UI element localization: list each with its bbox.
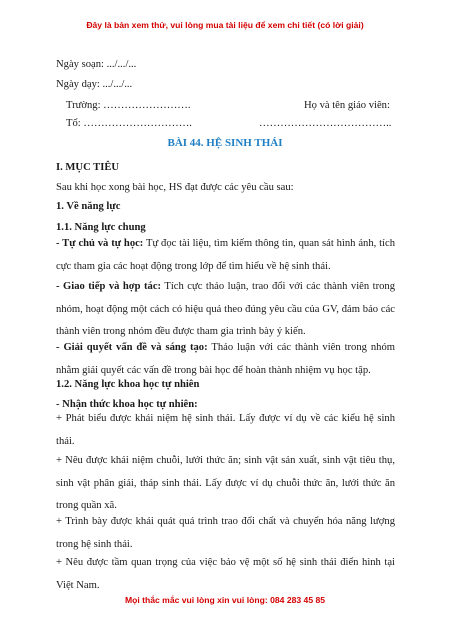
giai-quyet-label: - Giải quyết vấn đề và sáng tạo: (56, 342, 208, 353)
to: Tổ: …………………………. (66, 118, 192, 129)
paragraph-tu-chu (56, 233, 395, 278)
ho-ten-giao-vien: Họ và tên giáo viên: (304, 100, 390, 111)
paragraph-giai-quyet (56, 337, 395, 382)
paragraph-giao-tiep (56, 276, 395, 344)
section-muc-tieu: I. MỤC TIÊU (56, 162, 120, 173)
intro-text: Sau khi học xong bài học, HS đạt được các yêu cầu sau: (56, 182, 294, 193)
tu-chu-text: Tự đọc tài liệu, tìm kiếm thông tin, quan sát hình ảnh, tích cực tham gia các hoạt động trong lớp để tìm hiểu về hệ sinh thái. (56, 238, 395, 272)
tu-chu-label: - Tự chủ và tự học: (56, 238, 144, 249)
to-dots: ……………………………….. (259, 118, 392, 129)
bullet-item: + Phát biểu được khái niệm hệ sinh thái. Lấy được ví dụ về các kiểu hệ sinh thái. (56, 413, 395, 447)
preview-banner: Đây là bản xem thử, vui lòng mua tài liệu để xem chi tiết (có lời giải) (86, 20, 364, 30)
bullet-item: + Nêu được tầm quan trọng của việc bảo vệ một số hệ sinh thái điển hình tại Việt Nam. (56, 557, 395, 591)
bullet-item: + Trình bày được khái quát quá trình trao đổi chất và chuyển hóa năng lượng trong hệ sinh thái. (56, 516, 395, 550)
contact-banner: Mọi thắc mắc vui lòng xin vui lòng: 084 283 45 85 (124, 595, 326, 605)
section-nang-luc-khtn: 1.2. Năng lực khoa học tự nhiên (56, 379, 200, 390)
giao-tiep-label: - Giao tiếp và hợp tác: (56, 281, 162, 292)
section-nang-luc: 1. Về năng lực (56, 201, 121, 212)
giai-quyet-text: Thảo luận với các thành viên trong nhóm nhằm giải quyết các vấn đề trong bài học để hoàn thành nhiệm vụ học tập. (56, 342, 396, 376)
bullet-item: + Nêu được khái niệm chuỗi, lưới thức ăn; sinh vật sản xuất, sinh vật tiêu thụ, sinh vật phân giải, tháp sinh thái. Lấy được ví dụ chuỗi thức ăn, lưới thức ăn trong quần xã. (56, 455, 395, 511)
ngay-day: Ngày dạy: .../.../... (56, 79, 133, 90)
page-title: BÀI 44. HỆ SINH THÁI (167, 137, 283, 149)
truong: Trường: ……………………. (66, 100, 191, 111)
giao-tiep-text: Tích cực thảo luận, trao đổi với các thành viên trong nhóm, hoạt động một cách có hiệu quả theo đúng yêu cầu của GV, đảm bảo các thành viên trong nhóm đều được tham gia trình bày ý kiến. (56, 281, 395, 337)
ngay-soan: Ngày soạn: .../.../... (56, 59, 137, 70)
nhan-thuc-label: - Nhận thức khoa học tự nhiên: (56, 399, 198, 410)
section-nang-luc-chung: 1.1. Năng lực chung (56, 222, 146, 233)
